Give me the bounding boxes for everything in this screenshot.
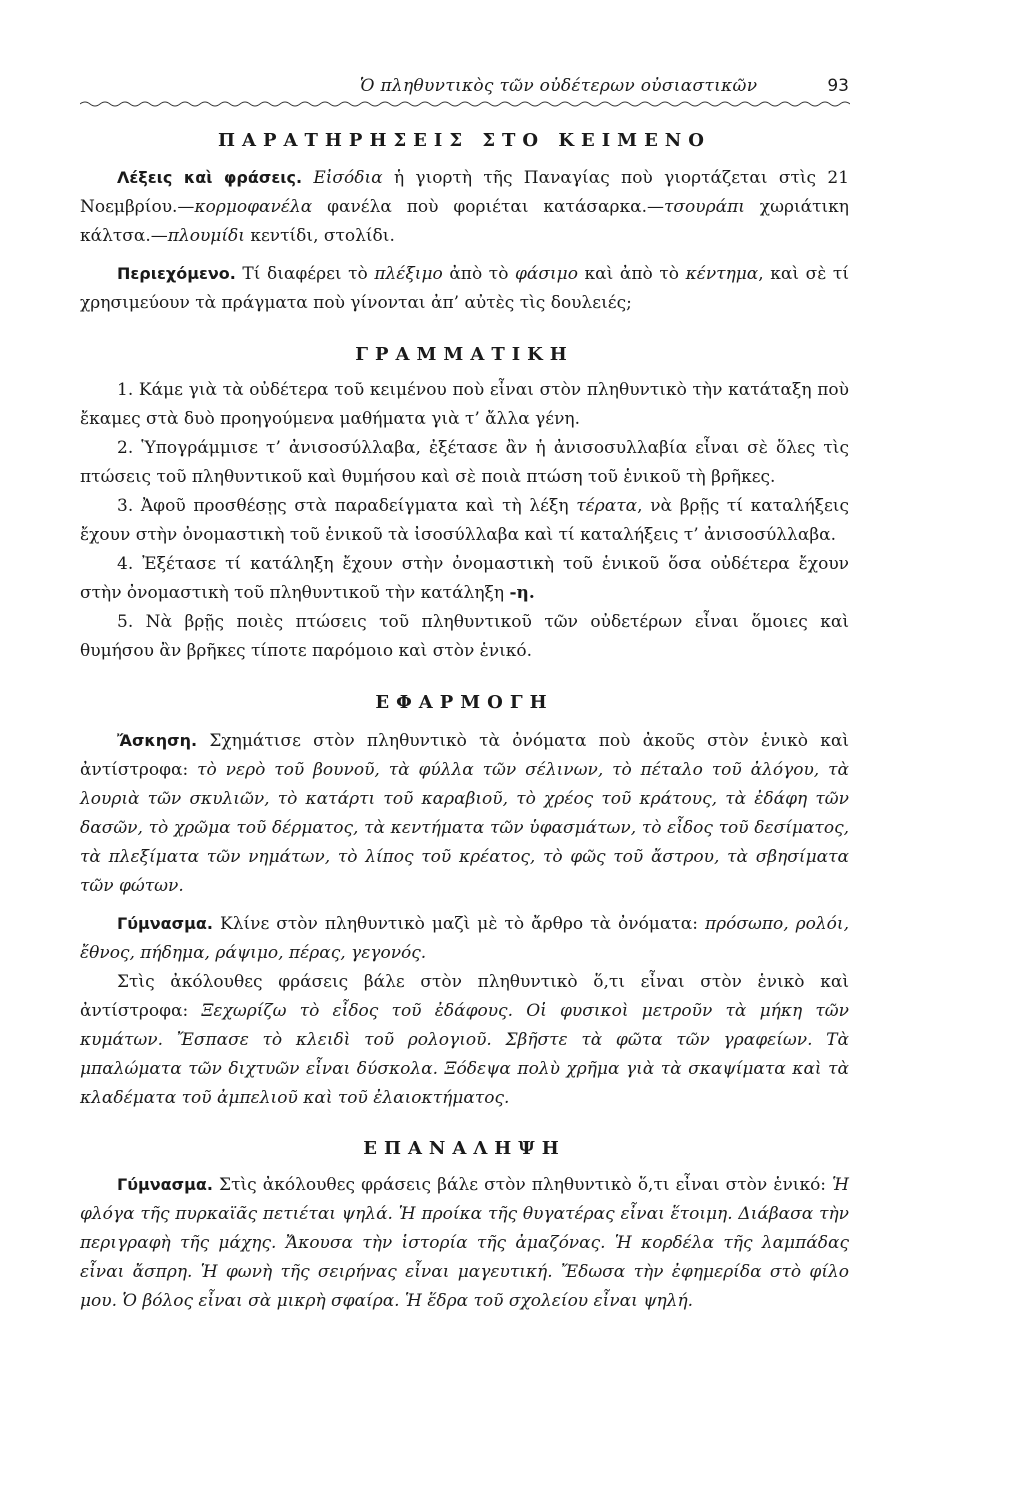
- grammar-exercise-2: 2. Ὑπογράμμισε τ’ ἀνισοσύλλαβα, ἐξέτασε ἂν ἡ ἀνισοσυλλαβία εἶναι σὲ ὅλες τὶς πτώσεις τοῦ πληθυντικοῦ καὶ θυμήσου καὶ σὲ ποιὰ πτώση τοῦ ἑνικοῦ τὴ βρῆκες.: [80, 438, 849, 487]
- gymnasma2-lead: Γύμνασμα.: [117, 1175, 213, 1194]
- askisi-lead: Ἄσκηση.: [117, 731, 198, 750]
- section-title-epanalipsi: ΕΠΑΝΑΛΗΨΗ: [363, 1138, 566, 1159]
- lexeis-term-3: τσουράπι: [664, 197, 745, 217]
- page-number: 93: [827, 76, 849, 96]
- periexomeno-term-3: κέντημα: [685, 264, 759, 284]
- periexomeno-text-4: , καὶ σὲ τί χρησιμεύουν τὰ πράγματα ποὺ γίνονται ἀπ’ αὐτὲς τὶς δουλειές;: [80, 264, 849, 313]
- askisi-paragraph: [80, 726, 849, 901]
- periexomeno-term-2: φάσιμο: [515, 264, 578, 284]
- section-title-efarmogi: ΕΦΑΡΜΟΓΗ: [375, 692, 554, 713]
- lexeis-term-1: Εἰσόδια: [313, 168, 383, 188]
- lexeis-term-4: πλουμίδι: [167, 226, 245, 246]
- wavy-rule: [80, 100, 850, 108]
- grammar-exercise-3-term: τέρατα: [576, 496, 638, 516]
- gymnasma1-words: πρόσωπο, ρολόι, ἔθνος, πήδημα, ράψιμο, πέρας, γεγονός.: [80, 914, 849, 963]
- grammar-exercise-4: [80, 550, 849, 608]
- section-title-grammatiki: ΓΡΑΜΜΑΤΙΚΗ: [355, 344, 574, 365]
- grammar-exercise-5: 5. Νὰ βρῇς ποιὲς πτώσεις τοῦ πληθυντικοῦ τῶν οὐδετέρων εἶναι ὅμοιες καὶ θυμήσου ἂν βρῆκες τίποτε παρόμοιο καὶ στὸν ἑνικό.: [80, 612, 849, 661]
- gymnasma2-paragraph: [80, 1170, 849, 1316]
- running-title: Ὁ πληθυντικὸς τῶν οὐδέτερων οὐσιαστικῶν: [359, 76, 758, 96]
- grammar-exercise-3-text-a: 3. Ἀφοῦ προσθέσῃς στὰ παραδείγματα καὶ τὴ λέξη: [117, 496, 577, 516]
- grammar-exercise-3-text-b: , νὰ βρῇς τί καταλήξεις ἔχουν στὴν ὀνομαστικὴ τοῦ ἑνικοῦ τὰ ἰσοσύλλαβα καὶ τί καταλήξεις τ’ ἀνισοσύλλαβα.: [80, 496, 849, 545]
- lexeis-term-2: κορμοφανέλα: [194, 197, 313, 217]
- gymnasma1-lead: Γύμνασμα.: [117, 914, 213, 933]
- gymnasma1-text-1: Κλίνε στὸν πληθυντικὸ μαζὶ μὲ τὸ ἄρθρο τὰ ὀνόματα:: [212, 914, 705, 934]
- section-title-paratiriseis: ΠΑΡΑΤΗΡΗΣΕΙΣ ΣΤΟ ΚΕΙΜΕΝΟ: [218, 130, 711, 151]
- lexeis-text-2: ἡ γιορτὴ τῆς Παναγίας ποὺ γιορτάζεται στὶς 21 Νοεμβρίου.—: [80, 168, 850, 217]
- gymnasma1-paragraph: [80, 909, 849, 968]
- gymnasma1-text-2: Στὶς ἀκόλουθες φράσεις βάλε στὸν πληθυντικὸ ὅ,τι εἶναι στὸν ἑνικὸ καὶ ἀντίστροφα:: [80, 972, 849, 1021]
- gymnasma2-text-1: Στὶς ἀκόλουθες φράσεις βάλε στὸν πληθυντικὸ ὅ,τι εἶναι στὸν ἑνικό:: [212, 1175, 833, 1195]
- grammar-exercise-1: 1. Κάμε γιὰ τὰ οὐδέτερα τοῦ κειμένου ποὺ εἶναι στὸν πληθυντικὸ τὴν κατάταξη ποὺ ἔκαμες στὰ δυὸ προηγούμενα μαθήματα γιὰ τ’ ἄλλα γένη.: [80, 380, 849, 429]
- grammar-exercise-4-ending: -η.: [509, 583, 535, 603]
- running-header: [80, 70, 849, 96]
- periexomeno-lead: Περιεχόμενο.: [117, 264, 236, 283]
- gymnasma1-phrases: Ξεχωρίζω τὸ εἶδος τοῦ ἐδάφους. Οἱ φυσικοὶ μετροῦν τὰ μήκη τῶν κυμάτων. Ἔσπασε τὸ κλειδὶ τοῦ ρολογιοῦ. Σβῆστε τὰ φῶτα τῶν γραφείων. Τὰ μπαλώματα τῶν διχτυῶν εἶναι δύσκολα. Ξόδεψα πολὺ χρῆμα γιὰ τὰ σκαψίματα καὶ τὰ κλαδέματα τοῦ ἀμπελιοῦ καὶ τοῦ ἐλαιοκτήματος.: [80, 1001, 849, 1108]
- lexeis-text-5: κεντίδι, στολίδι.: [244, 226, 395, 246]
- grammar-exercise-4-text: 4. Ἐξέτασε τί κατάληξη ἔχουν στὴν ὀνομαστικὴ τοῦ ἑνικοῦ ὅσα οὐδέτερα ἔχουν στὴν ὀνομαστικὴ τοῦ πληθυντικοῦ τὴν κατάληξη: [80, 554, 849, 603]
- periexomeno-text-2: ἀπὸ τὸ: [442, 264, 516, 284]
- askisi-examples: τὸ νερὸ τοῦ βουνοῦ, τὰ φύλλα τῶν σέλινων, τὸ πέταλο τοῦ ἀλόγου, τὰ λουριὰ τῶν σκυλιῶν, τὸ κατάρτι τοῦ καραβιοῦ, τὸ χρέος τοῦ κράτους, τὰ ἐδάφη τῶν δασῶν, τὸ χρῶμα τοῦ δέρματος, τὰ κεντήματα τῶν ὑφασμάτων, τὸ εἶδος τοῦ δεσίματος, τὰ πλεξίματα τῶν νημάτων, τὸ λίπος τοῦ κρέατος, τὸ φῶς τοῦ ἄστρου, τὰ σβησίματα τῶν φώτων.: [80, 760, 849, 896]
- periexomeno-text-1: Τί διαφέρει τὸ: [235, 264, 375, 284]
- lexeis-paragraph: [80, 163, 849, 251]
- lexeis-text-1: [302, 168, 313, 188]
- lexeis-lead: Λέξεις καὶ φράσεις.: [117, 168, 303, 187]
- periexomeno-paragraph: [80, 259, 849, 318]
- lexeis-text-4: χωριάτικη κάλτσα.—: [80, 197, 849, 246]
- askisi-text-1: Σχημάτισε στὸν πληθυντικὸ τὰ ὀνόματα ποὺ ἀκοῦς στὸν ἑνικὸ καὶ ἀντίστροφα:: [80, 731, 849, 780]
- grammar-exercise-3: [80, 492, 849, 550]
- gymnasma2-phrases: Ἡ φλόγα τῆς πυρκαϊᾶς πετιέται ψηλά. Ἡ προίκα τῆς θυγατέρας εἶναι ἕτοιμη. Διάβασα τὴν περιγραφὴ τῆς μάχης. Ἄκουσα τὴν ἱστορία τῆς ἀμαζόνας. Ἡ κορδέλα τῆς λαμπάδας εἶναι ἄσπρη. Ἡ φωνὴ τῆς σειρήνας εἶναι μαγευτική. Ἔδωσα τὴν ἐφημερίδα στὸ φίλο μου. Ὁ βόλος εἶναι σὰ μικρὴ σφαίρα. Ἡ ἕδρα τοῦ σχολείου εἶναι ψηλή.: [80, 1175, 849, 1311]
- periexomeno-text-3: καὶ ἀπὸ τὸ: [577, 264, 686, 284]
- wavy-rule-line: [80, 102, 850, 106]
- lexeis-text-3: φανέλα ποὺ φοριέται κατάσαρκα.—: [312, 197, 665, 217]
- periexomeno-term-1: πλέξιμο: [374, 264, 443, 284]
- gymnasma1-phrases-paragraph: [80, 968, 849, 1113]
